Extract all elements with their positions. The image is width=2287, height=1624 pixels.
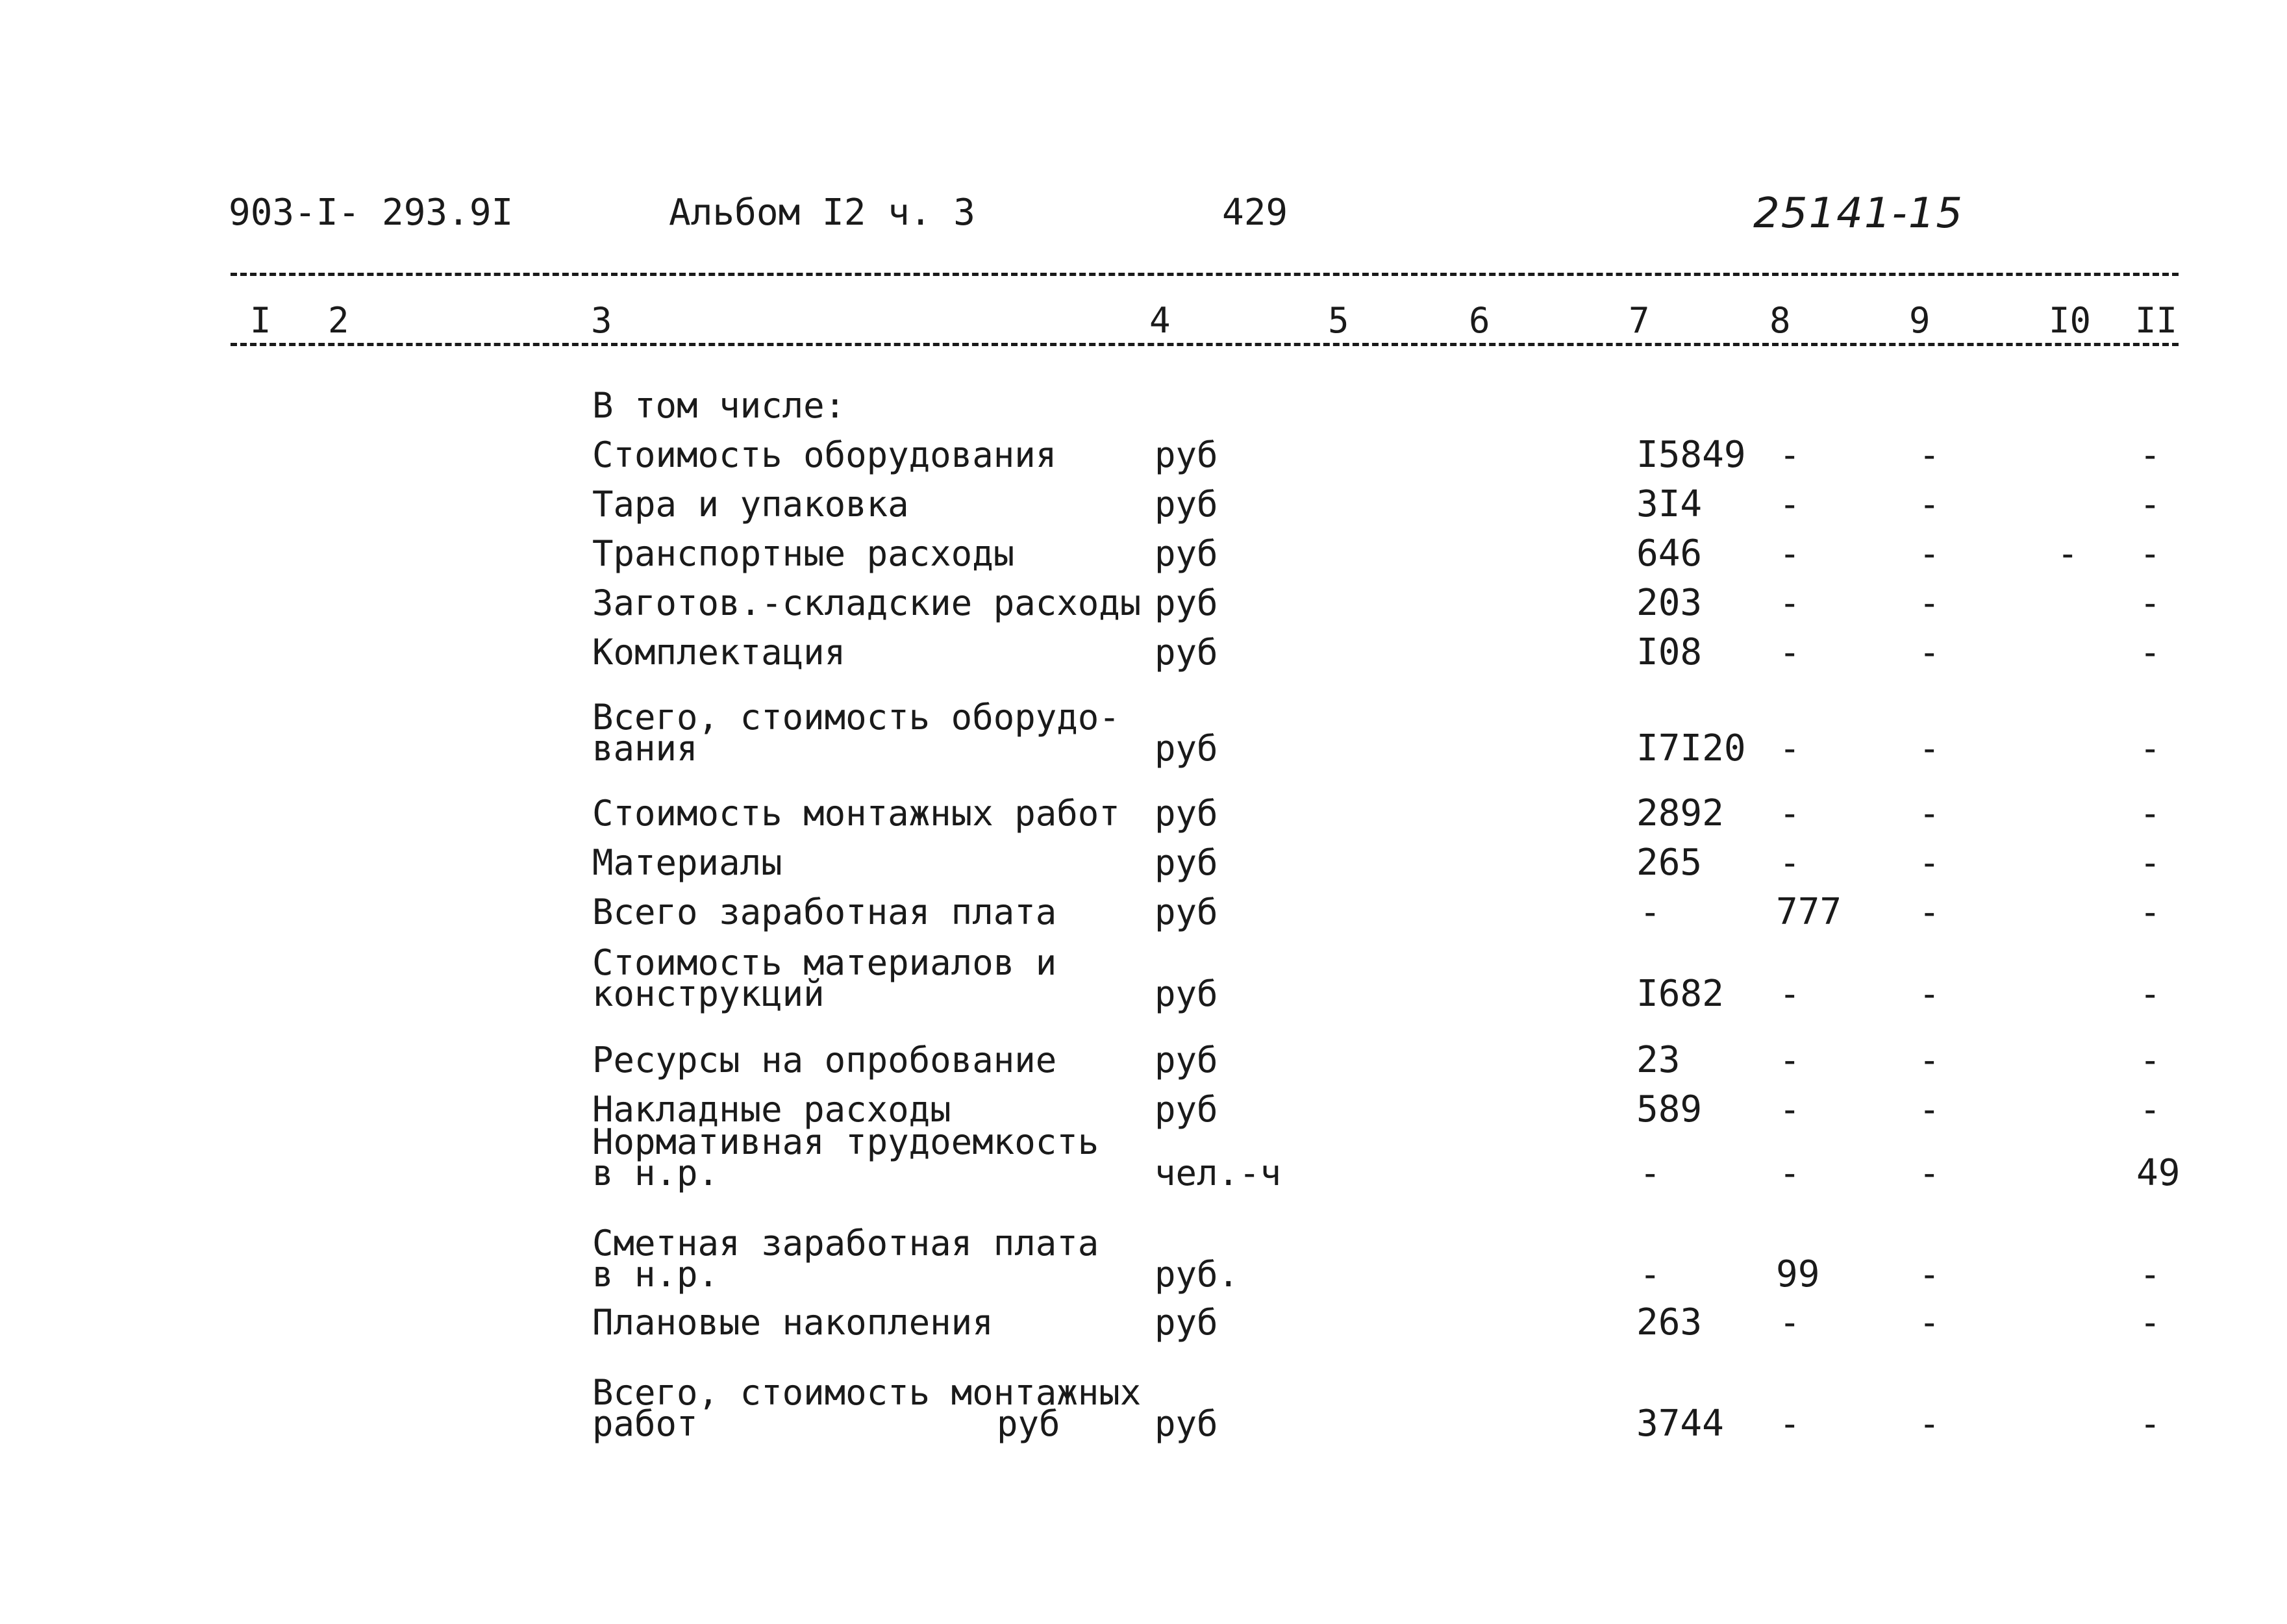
cell-col-7: I682 (1636, 973, 1724, 1015)
cell-col-8: - (1779, 533, 1801, 574)
handwritten-stamp: 25141-15 (1753, 190, 1964, 238)
cell-col-8: 99 (1776, 1253, 1820, 1295)
cell-col-9: - (1919, 793, 1940, 834)
row-unit: руб (1155, 728, 1218, 769)
cell-col-7: - (1640, 892, 1661, 932)
row-name: Всего, стоимость монтажных (592, 1372, 1142, 1413)
row-name: Заготов.-складские расходы (592, 582, 1142, 623)
cell-col-7: - (1640, 1254, 1661, 1295)
cell-col-9: - (1919, 1254, 1940, 1295)
cell-col-11: - (2140, 1040, 2161, 1081)
cell-col-8: - (1779, 793, 1801, 834)
header-rule-bottom (231, 343, 2179, 346)
row-unit: руб (1155, 1040, 1218, 1081)
row-name-continued: вания (592, 728, 698, 769)
cell-col-7: I7I20 (1636, 727, 1746, 769)
row-unit: руб (1155, 1302, 1218, 1343)
row-name: Комплектация (592, 632, 846, 673)
row-name: Материалы (592, 842, 782, 883)
column-number: 9 (1909, 300, 1931, 341)
cell-col-7: 589 (1636, 1088, 1703, 1131)
row-name: Транспортные расходы (592, 533, 1015, 574)
cell-col-7: I08 (1636, 631, 1703, 673)
cell-col-9: - (1919, 434, 1940, 475)
cell-col-7: 2892 (1636, 792, 1724, 834)
album-label: Альбом I2 ч. 3 (669, 192, 976, 234)
cell-col-7: 263 (1636, 1301, 1703, 1343)
page-number: 429 (1222, 192, 1288, 234)
row-unit: руб (1155, 434, 1218, 475)
cell-col-7: 3744 (1636, 1403, 1724, 1445)
cell-col-8: - (1779, 973, 1801, 1014)
row-name: Ресурсы на опробование (592, 1040, 1057, 1081)
cell-col-8: - (1779, 1403, 1801, 1444)
cell-col-9: - (1919, 1403, 1940, 1444)
cell-col-11: 49 (2136, 1152, 2181, 1194)
row-name-continued: конструкций (592, 973, 825, 1014)
row-name-continued: работ (592, 1403, 698, 1444)
cell-col-9: - (1919, 632, 1940, 673)
row-name: Стоимость оборудования (592, 434, 1057, 475)
row-name-continued: в н.р. (592, 1153, 719, 1193)
cell-col-7: 646 (1636, 532, 1703, 575)
cell-col-11: - (2140, 1403, 2161, 1444)
row-name-unit: руб (997, 1403, 1060, 1444)
cell-col-7: - (1640, 1153, 1661, 1193)
column-number: 4 (1149, 300, 1171, 341)
cell-col-8: - (1779, 1040, 1801, 1081)
row-unit: руб (1155, 892, 1218, 932)
cell-col-9: - (1919, 1089, 1940, 1130)
row-unit: руб (1155, 973, 1218, 1014)
cell-col-11: - (2140, 842, 2161, 883)
row-unit: руб (1155, 632, 1218, 673)
section-label: В том числе: (592, 385, 846, 426)
cell-col-11: - (2140, 973, 2161, 1014)
row-name: Стоимость материалов и (592, 942, 1057, 983)
row-name: Накладные расходы (592, 1089, 951, 1130)
cell-col-8: - (1779, 842, 1801, 883)
cell-col-8: 777 (1776, 891, 1842, 933)
cell-col-9: - (1919, 842, 1940, 883)
column-number: 5 (1328, 300, 1349, 341)
cell-col-8: - (1779, 484, 1801, 525)
cell-col-9: - (1919, 1302, 1940, 1343)
cell-col-11: - (2140, 1302, 2161, 1343)
row-unit: руб (1155, 842, 1218, 883)
row-name: Сметная заработная плата (592, 1223, 1099, 1264)
column-number: 3 (591, 300, 612, 341)
cell-col-8: - (1779, 632, 1801, 673)
cell-col-9: - (1919, 892, 1940, 932)
row-name: Нормативная трудоемкость (592, 1121, 1099, 1162)
cell-col-11: - (2140, 892, 2161, 932)
row-unit: руб (1155, 484, 1218, 525)
cell-col-8: - (1779, 728, 1801, 769)
column-number: 8 (1769, 300, 1791, 341)
cell-col-11: - (2140, 1089, 2161, 1130)
cell-col-8: - (1779, 1153, 1801, 1193)
column-number: I0 (2049, 300, 2092, 341)
cell-col-9: - (1919, 728, 1940, 769)
cell-col-8: - (1779, 582, 1801, 623)
cell-col-9: - (1919, 582, 1940, 623)
cell-col-10: - (2057, 533, 2079, 574)
cell-col-11: - (2140, 632, 2161, 673)
row-name-continued: в н.р. (592, 1254, 719, 1295)
row-unit: руб. (1155, 1254, 1240, 1295)
row-unit: чел.-ч (1155, 1153, 1282, 1193)
row-unit: руб (1155, 1403, 1218, 1444)
cell-col-11: - (2140, 484, 2161, 525)
row-name: Тара и упаковка (592, 484, 909, 525)
cell-col-11: - (2140, 434, 2161, 475)
cell-col-11: - (2140, 793, 2161, 834)
cell-col-9: - (1919, 1153, 1940, 1193)
column-number: 6 (1469, 300, 1490, 341)
column-number: 2 (328, 300, 349, 341)
document-code: 903-I- 293.9I (229, 192, 514, 234)
cell-col-7: 23 (1636, 1039, 1681, 1081)
header-rule-top (231, 273, 2179, 276)
cell-col-8: - (1779, 1089, 1801, 1130)
cell-col-9: - (1919, 1040, 1940, 1081)
cell-col-7: 203 (1636, 582, 1703, 624)
cell-col-9: - (1919, 484, 1940, 525)
cell-col-7: 265 (1636, 842, 1703, 884)
row-name: Стоимость монтажных работ (592, 793, 1120, 834)
row-unit: руб (1155, 582, 1218, 623)
column-number: II (2135, 300, 2178, 341)
cell-col-8: - (1779, 1302, 1801, 1343)
row-unit: руб (1155, 1089, 1218, 1130)
row-name: Всего, стоимость оборудо- (592, 697, 1120, 738)
cell-col-11: - (2140, 533, 2161, 574)
row-unit: руб (1155, 533, 1218, 574)
cell-col-11: - (2140, 582, 2161, 623)
cell-col-11: - (2140, 728, 2161, 769)
cell-col-9: - (1919, 533, 1940, 574)
row-unit: руб (1155, 793, 1218, 834)
cell-col-9: - (1919, 973, 1940, 1014)
column-number: I (250, 300, 271, 341)
row-name: Всего заработная плата (592, 892, 1057, 932)
row-name: Плановые накопления (592, 1302, 994, 1343)
cell-col-8: - (1779, 434, 1801, 475)
column-number: 7 (1629, 300, 1650, 341)
cell-col-7: 3I4 (1636, 483, 1703, 525)
cell-col-7: I5849 (1636, 434, 1746, 476)
cell-col-11: - (2140, 1254, 2161, 1295)
